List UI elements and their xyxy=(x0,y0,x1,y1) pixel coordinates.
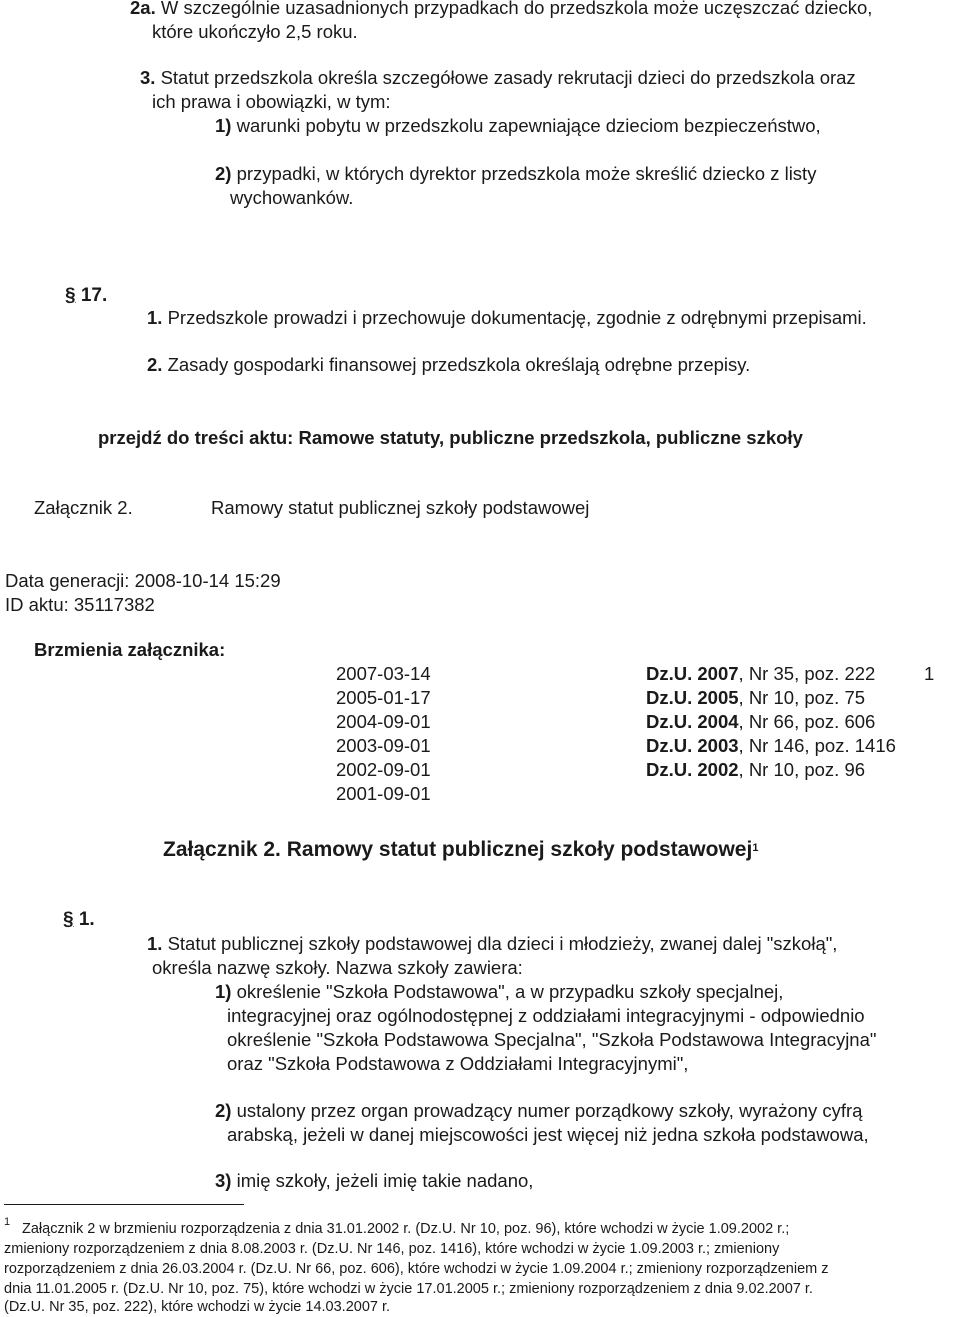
list-item: 3) imię szkoły, jeżeli imię takie nadano, xyxy=(215,1170,534,1191)
list-item: 2) przypadki, w których dyrektor przedszkola może skreślić dziecko z listy xyxy=(215,163,817,184)
version-ref: Dz.U. 2004, Nr 66, poz. 606 xyxy=(646,711,876,732)
version-date: 2003-09-01 xyxy=(336,735,431,756)
section-symbol: § xyxy=(65,285,76,306)
version-ref: Dz.U. 2003, Nr 146, poz. 1416 xyxy=(646,735,896,756)
paragraph-number: 3. xyxy=(140,67,156,88)
paragraph-2a-line2: które ukończyło 2,5 roku. xyxy=(152,21,358,42)
footnote-line: Załącznik 2 w brzmieniu rozporządzenia z dnia 31.01.2002 r. (Dz.U. Nr 10, poz. 96), które wchodzi w życie 1.09.2002 r.; xyxy=(22,1221,790,1237)
paragraph-number: 2a. xyxy=(130,0,156,18)
paragraph-3-line1: 3. Statut przedszkola określa szczegółowe zasady rekrutacji dzieci do przedszkola oraz xyxy=(140,67,856,88)
list-item: 1) warunki pobytu w przedszkolu zapewniające dzieciom bezpieczeństwo, xyxy=(215,115,821,136)
version-ref: Dz.U. 2005, Nr 10, poz. 75 xyxy=(646,687,866,708)
item-number: 2) xyxy=(215,163,232,184)
list-item-continuation: arabską, jeżeli w danej miejscowości jest więcej niż jedna szkoła podstawowa, xyxy=(227,1124,869,1145)
section-symbol: § xyxy=(63,909,74,930)
version-date: 2004-09-01 xyxy=(336,711,431,732)
list-item-continuation: integracyjnej oraz ogólnodostępnej z oddziałami integracyjnymi - odpowiednio xyxy=(227,1005,865,1026)
list-item-continuation: oraz "Szkoła Podstawowa z Oddziałami Integracyjnymi", xyxy=(227,1053,689,1074)
footnote-ref: 1 xyxy=(752,842,759,854)
list-item: 2) ustalony przez organ prowadzący numer porządkowy szkoły, wyrażony cyfrą xyxy=(215,1100,863,1121)
act-id: ID aktu: 35117382 xyxy=(5,594,155,615)
paragraph-1-1-line1: 1. Statut publicznej szkoły podstawowej dla dzieci i młodzieży, zwanej dalej "szkołą", xyxy=(147,933,838,954)
list-item: 1) określenie "Szkoła Podstawowa", a w przypadku szkoły specjalnej, xyxy=(215,981,784,1002)
paragraph-2a-line1: 2a. W szczególnie uzasadnionych przypadkach do przedszkola może uczęszczać dziecko, xyxy=(130,0,872,20)
item-number: 1) xyxy=(215,115,232,136)
item-number: 2) xyxy=(215,1100,232,1121)
version-ref: Dz.U. 2002, Nr 10, poz. 96 xyxy=(646,759,866,780)
footnote-line xyxy=(4,1214,10,1234)
version-date: 2001-09-01 xyxy=(336,783,431,804)
footnote-divider xyxy=(4,1204,244,1205)
paragraph-17-2: 2. Zasady gospodarki finansowej przedszkola określają odrębne przepisy. xyxy=(147,354,751,375)
paragraph-3-line2: ich prawa i obowiązki, w tym: xyxy=(152,91,391,112)
paragraph-number: 1. xyxy=(147,307,163,328)
footnote-marker: 1 xyxy=(4,1216,11,1228)
footnote-line: dnia 11.01.2005 r. (Dz.U. Nr 10, poz. 75), które wchodzi w życie 17.01.2005 r.; zmieniony rozporządzeniem z dnia 9.02.2007 r. xyxy=(4,1281,813,1297)
version-ref: Dz.U. 2007, Nr 35, poz. 222 xyxy=(646,663,876,684)
jump-to-act-link[interactable]: przejdź do treści aktu: Ramowe statuty, publiczne przedszkola, publiczne szkoły xyxy=(98,427,803,448)
list-item-continuation: określenie "Szkoła Podstawowa Specjalna", "Szkoła Podstawowa Integracyjna" xyxy=(227,1029,877,1050)
version-date: 2002-09-01 xyxy=(336,759,431,780)
version-extra: 1 xyxy=(924,663,935,684)
attachment-label: Załącznik 2. xyxy=(34,497,133,518)
footnote-line: rozporządzeniem z dnia 26.03.2004 r. (Dz.U. Nr 66, poz. 606), które wchodzi w życie 1.09.2004 r.; zmieniony rozporządzeniem z xyxy=(4,1261,829,1277)
section-heading-1: § 1. xyxy=(63,909,95,930)
version-date: 2007-03-14 xyxy=(336,663,431,684)
attachment-heading: Załącznik 2. Ramowy statut publicznej szkoły podstawowej$^1$ xyxy=(163,838,759,861)
paragraph-17-1: 1. Przedszkole prowadzi i przechowuje dokumentację, zgodnie z odrębnymi przepisami. xyxy=(147,307,867,328)
item-number: 3) xyxy=(215,1170,232,1191)
attachment-title: Ramowy statut publicznej szkoły podstawowej xyxy=(211,497,590,518)
item-number: 1) xyxy=(215,981,232,1002)
footnote-line: zmieniony rozporządzeniem z dnia 8.08.2003 r. (Dz.U. Nr 146, poz. 1416), które wchodzi w życie 1.09.2003 r.; zmieniony xyxy=(4,1241,780,1257)
paragraph-number: 2. xyxy=(147,354,163,375)
paragraph-number: 1. xyxy=(147,933,163,954)
generation-date: Data generacji: 2008-10-14 15:29 xyxy=(5,570,281,591)
list-item-continuation: wychowanków. xyxy=(230,187,354,208)
version-date: 2005-01-17 xyxy=(336,687,431,708)
footnote-line: (Dz.U. Nr 35, poz. 222), które wchodzi w życie 14.03.2007 r. xyxy=(4,1299,391,1315)
versions-label: Brzmienia załącznika: xyxy=(34,639,226,660)
paragraph-1-1-line2: określa nazwę szkoły. Nazwa szkoły zawiera: xyxy=(152,957,523,978)
section-heading-17: § 17. xyxy=(65,285,108,306)
